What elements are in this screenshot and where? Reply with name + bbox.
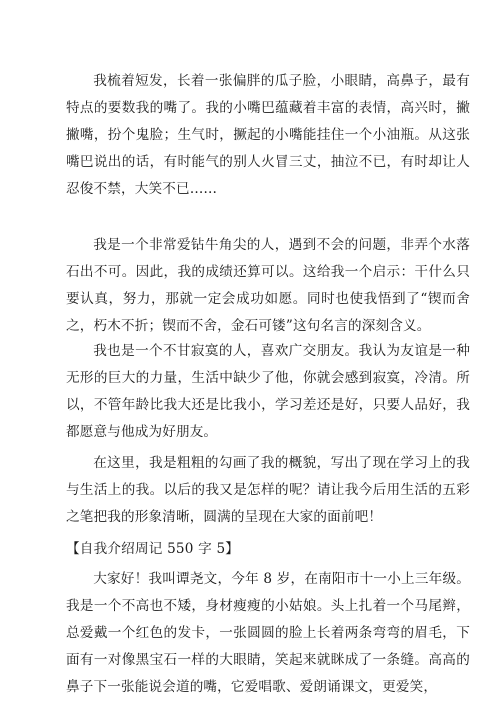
paragraph-self-introduction: 大家好！我叫谭尧文，今年 8 岁，在南阳市十一小上三年级。我是一个不高也不矮，身材瘦瘦的小姑娘。头上扎着一个马尾辫，总爱戴一个红色的发卡，一张圆圆的脸上长着两条弯弯的眉毛，下面有一对像黑宝石一样的大眼睛，笑起来就眯成了一条缝。高高的鼻子下一张能说会道的嘴，它爱唱歌、爱朗诵课文，更爱笑， [66, 571, 470, 695]
paragraph-conclusion: 在这里，我是粗粗的勾画了我的概貌，写出了现在学习上的我与生活上的我。以后的我又是怎样的呢？请让我今后用生活的五彩之笔把我的形象清晰，圆满的呈现在大家的面前吧！ [66, 455, 470, 525]
paragraph-friendship: 我也是一个不甘寂寞的人，喜欢广交朋友。我认为友谊是一种无形的巨大的力量，生活中缺少了他，你就会感到寂寞，冷清。所以，不管年龄比我大还是比我小，学习差还是好，只要人品好，我都愿意与他成为好朋友。 [66, 343, 470, 440]
paragraph-persistence: 我是一个非常爱钻牛角尖的人，遇到不会的问题，非弄个水落石出不可。因此，我的成绩还算可以。这给我一个启示：干什么只要认真，努力，那就一定会成功如愿。同时也使我悟到了“锲而舍之，朽木不折；锲而不舍，金石可镂”这句名言的深刻含义。 [66, 237, 470, 334]
section-title: 【自我介绍周记 550 字 5】 [66, 541, 240, 557]
paragraph-appearance: 我梳着短发，长着一张偏胖的瓜子脸，小眼睛，高鼻子，最有特点的要数我的嘴了。我的小嘴巴蕴藏着丰富的表情，高兴时，撇撇嘴，扮个鬼脸；生气时，撅起的小嘴能挂住一个小油瓶。从这张嘴巴说出的话，有时能气的别人火冒三丈，抽泣不已，有时却让人忍俊不禁，大笑不已…… [66, 73, 470, 197]
